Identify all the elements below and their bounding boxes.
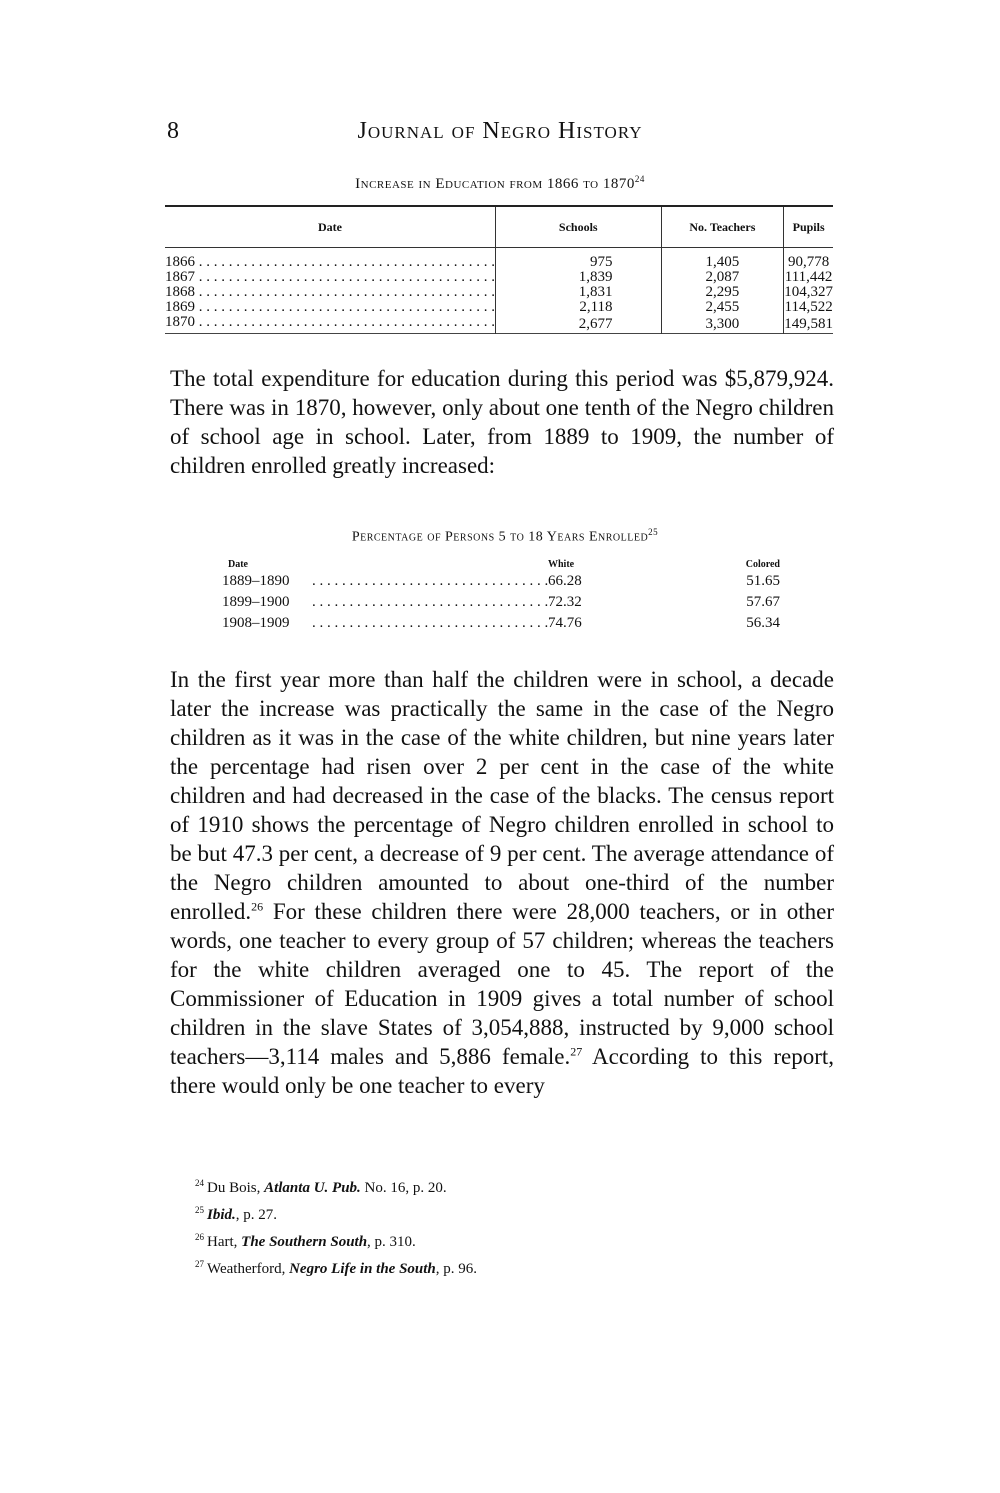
cell-date: 1869 . . . (165, 300, 496, 315)
table-header-row (165, 206, 833, 248)
table-header-row (222, 559, 780, 573)
cell-teachers: 2,295 (661, 285, 784, 300)
table-row (165, 300, 833, 315)
cell-pupils: 90,778 (784, 248, 833, 271)
col-header-colored: Colored (745, 559, 780, 570)
cell-pupils: 149,581 (784, 315, 833, 332)
leader-dots (312, 615, 548, 632)
page-number: 8 (167, 118, 179, 144)
footnote-25: $^{25}$ Ibid., p. 27. (195, 1205, 278, 1223)
col-header-date: Date (165, 206, 496, 248)
cell-schools: 2,677 (496, 315, 662, 334)
table-row (165, 270, 833, 285)
cell-teachers: 2,455 (661, 300, 784, 315)
table2-caption-text: Percentage of Persons 5 to 18 Years Enrolled (351, 529, 649, 545)
table2-footnote-ref: 25 (648, 527, 659, 537)
table1-caption (160, 174, 840, 193)
running-head: Journal of Negro History (357, 118, 643, 144)
table-row (222, 573, 780, 594)
cell-white: 72.32 (548, 594, 582, 610)
col-header-date: Date (228, 559, 248, 570)
cell-colored: 51.65 (746, 573, 780, 589)
cell-colored: 56.34 (746, 615, 780, 631)
enrollment-percentage-table (222, 559, 780, 636)
cell-pupils: 104,327 (784, 284, 833, 300)
cell-date: 1866 . . . (165, 248, 496, 271)
footnote-24: $^{24}$ Du Bois, Atlanta U. Pub. No. 16, p. 20. (195, 1178, 447, 1196)
cell-pupils: 111,442 (784, 269, 833, 285)
cell-white: 66.28 (548, 573, 582, 589)
footnote-27: $^{27}$ Weatherford, Negro Life in the South, p. 96. (195, 1259, 478, 1277)
footnote-26: $^{26}$ Hart, The Southern South, p. 310. (195, 1232, 416, 1250)
table1-footnote-ref: 24 (634, 174, 645, 184)
cell-colored: 57.67 (746, 594, 780, 610)
leader-dots (312, 573, 548, 590)
table-row (222, 594, 780, 615)
footnotes (195, 1172, 795, 1280)
col-header-schools: Schools (496, 206, 662, 248)
cell-schools: 2,118 (496, 300, 662, 315)
footnote-ref-27: 27 (570, 1044, 583, 1059)
cell-date: 1899–1900 (222, 594, 290, 610)
table-row (222, 615, 780, 636)
cell-date: 1889–1890 (222, 573, 290, 589)
cell-schools: 975 (496, 248, 662, 271)
cell-date: 1867 . . . (165, 270, 496, 285)
cell-white: 74.76 (548, 615, 582, 631)
col-header-teachers: No. Teachers (661, 206, 784, 248)
body-paragraph-1: The total expenditure for education during this period was $5,879,924. There was in 1870, however, only about one tenth of the Negro children of school age in school. Later, from 1889 to 1909, the number of children enrolled greatly increased: (170, 366, 834, 478)
table-row (165, 248, 833, 271)
table-row (165, 285, 833, 300)
cell-teachers: 3,300 (661, 315, 784, 334)
col-header-white: White (548, 559, 575, 570)
table2-caption (210, 527, 800, 546)
footnote-ref-26: 26 (251, 899, 264, 914)
cell-teachers: 2,087 (661, 270, 784, 285)
cell-teachers: 1,405 (661, 248, 784, 271)
table1-caption-text: Increase in Education from 1866 to 1870 (355, 176, 635, 192)
cell-date: 1908–1909 (222, 615, 290, 631)
cell-date: 1868 . . . (165, 285, 496, 300)
cell-schools: 1,831 (496, 285, 662, 300)
table-row (165, 315, 833, 334)
cell-pupils: 114,522 (784, 299, 833, 315)
leader-dots (312, 594, 548, 611)
body-paragraph-2: In the first year more than half the children were in school, a decade later the increase was practically the same in the case of the Negro children as it was in the case of the white children, but nine years later the percentage had risen over 2 per cent in the case of the white children and had decreased in the case of the blacks. The census report of 1910 shows the percentage of Negro children enrolled in school to be but 47.3 per cent, a decrease of 9 per cent. The average attendance of the Negro children amounted to about one-third of the number enrolled.$^{26}$ For these children there were 28,000 teachers, or in other words, one teacher to every group of 57 children; whereas the teachers for the white children averaged one to 45. The report of the Commissioner of Education in 1909 gives a total number of school children in the slave States of 3,054,888, instructed by 9,000 school teachers—3,114 males and 5,886 female.$^{27}$ According to this report, there would only be one teacher to every (170, 667, 834, 1098)
cell-date: 1870 . . . (165, 315, 496, 334)
col-header-pupils: Pupils (784, 206, 833, 248)
education-increase-table (165, 205, 833, 334)
cell-schools: 1,839 (496, 270, 662, 285)
